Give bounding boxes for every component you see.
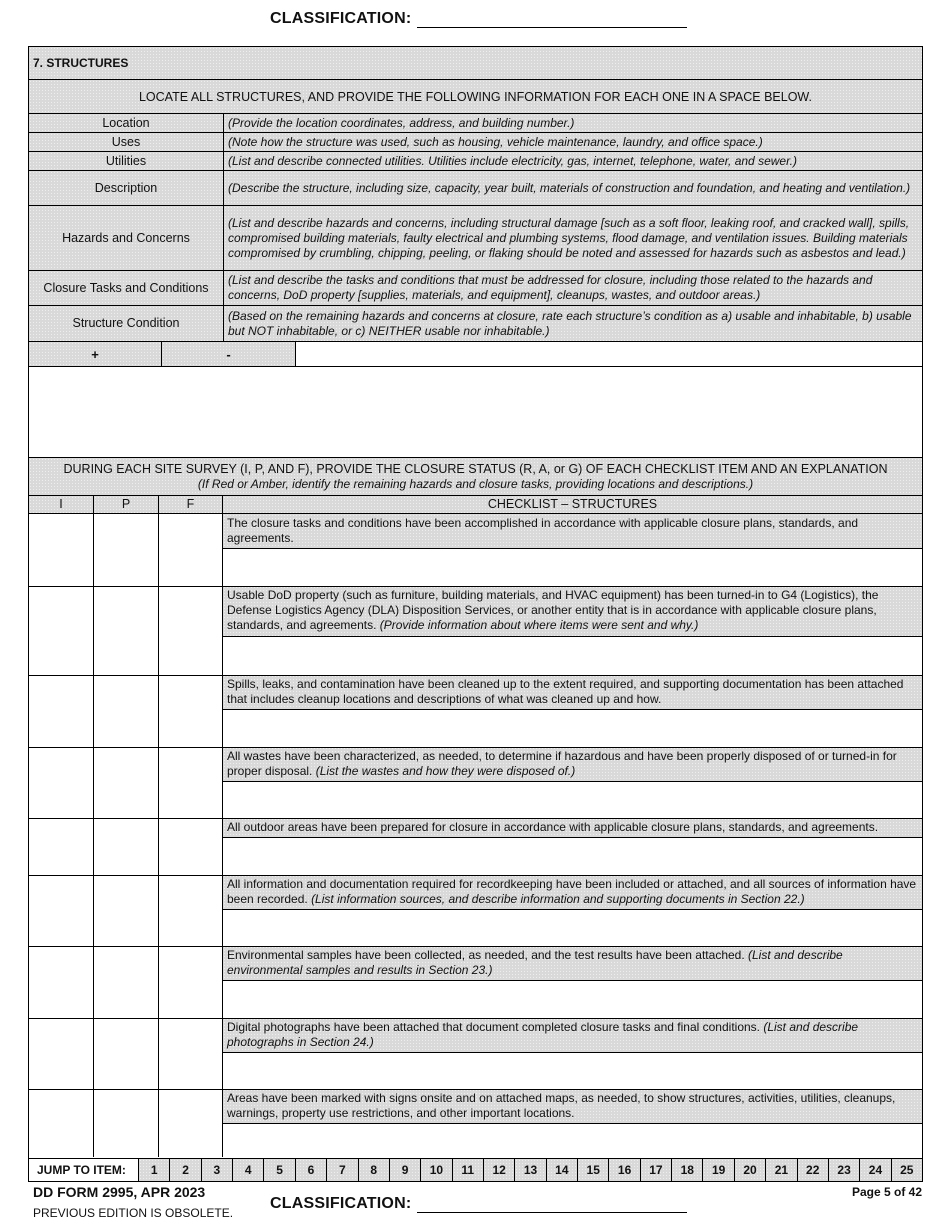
section-instruction: LOCATE ALL STRUCTURES, AND PROVIDE THE FOLLOWING INFORMATION FOR EACH ONE IN A SPACE BELOW.: [29, 80, 922, 114]
checklist-item-8: [223, 1018, 922, 1052]
column-header-i: I: [29, 496, 94, 514]
jump-label: JUMP TO ITEM:: [29, 1159, 139, 1181]
jump-item-21[interactable]: 21: [766, 1159, 797, 1181]
row-divider: [29, 675, 923, 676]
field-hint: (Describe the structure, including size, capacity, year built, materials of construction and foundation, and heating and ventilation.): [228, 180, 911, 195]
field-label: Closure Tasks and Conditions: [29, 271, 224, 305]
jump-item-2[interactable]: 2: [170, 1159, 201, 1181]
item-note: (List the wastes and how they were disposed of.): [315, 764, 576, 779]
item-note: (List information sources, and describe information and supporting documents in Section 22.): [311, 892, 805, 907]
explanation-field-7[interactable]: [223, 980, 922, 1018]
jump-item-24[interactable]: 24: [860, 1159, 891, 1181]
field-label: Structure Condition: [29, 306, 224, 341]
jump-item-12[interactable]: 12: [484, 1159, 515, 1181]
field-hint: (List and describe hazards and concerns, including structural damage [such as a soft floor, leaking roof, and cracked wall], spills, compromised building materials, faulty electrical and plumbing systems, flood damage, and ventilation issues. Building materials compromised by crumbling, chipping, peeling, or flaking should be noted and assessed for hazards such as asbestos and lead.): [228, 215, 910, 260]
field-row-description: [29, 171, 922, 206]
column-divider: [222, 514, 223, 1157]
jump-item-19[interactable]: 19: [703, 1159, 734, 1181]
column-header-checklist: CHECKLIST – STRUCTURES: [223, 496, 922, 514]
field-hint: (Note how the structure was used, such as housing, vehicle maintenance, laundry, and office space.): [228, 134, 763, 149]
classification-blank: [417, 1199, 687, 1213]
item-text: Spills, leaks, and contamination have been cleaned up to the extent required, and supporting documentation has been attached that includes cleanup locations and descriptions of what was cleaned up and how.: [227, 677, 904, 707]
explanation-field-4[interactable]: [223, 781, 922, 818]
field-hint: (Based on the remaining hazards and concerns at closure, rate each structure’s condition as a) usable and inhabitable, b) usable but NOT inhabitable, or c) NEITHER usable nor inhabitable.): [228, 308, 912, 338]
jump-item-1[interactable]: 1: [139, 1159, 170, 1181]
checklist-item-6: [223, 875, 922, 909]
jump-item-7[interactable]: 7: [327, 1159, 358, 1181]
jump-item-17[interactable]: 17: [641, 1159, 672, 1181]
structures-section: [28, 46, 923, 1182]
jump-item-5[interactable]: 5: [264, 1159, 295, 1181]
survey-instruction-text: DURING EACH SITE SURVEY (I, P, AND F), PROVIDE THE CLOSURE STATUS (R, A, or G) OF EACH CHECKLIST ITEM AND AN EXPLANATION: [63, 462, 888, 476]
field-row-utilities: [29, 152, 922, 171]
remove-structure-button[interactable]: -: [162, 342, 296, 366]
checklist-item-7: [223, 946, 922, 980]
explanation-field-3[interactable]: [223, 709, 922, 747]
item-text: Usable DoD property (such as furniture, building materials, and HVAC equipment) has been turned-in to G4 (Logistics), the Defense Logistics Agency (DLA) Disposition Services, or another entity that is in accordance with applicable closure plans, standards, and agreements.: [227, 588, 879, 633]
item-text: Areas have been marked with signs onsite and on attached maps, as needed, to show structures, activities, utilities, cleanups, warnings, property use restrictions, and other important locations.: [227, 1091, 896, 1121]
classification-footer: [270, 1195, 687, 1213]
jump-item-13[interactable]: 13: [515, 1159, 546, 1181]
explanation-field-5[interactable]: [223, 837, 922, 875]
survey-subinstruction: (If Red or Amber, identify the remaining hazards and closure tasks, providing locations and descriptions.): [197, 477, 754, 491]
field-row-structure-condition: [29, 306, 922, 342]
row-divider: [29, 875, 923, 876]
field-label: Location: [29, 114, 224, 132]
item-text: Environmental samples have been collected, as needed, and the test results have been attached.: [227, 948, 749, 962]
jump-item-25[interactable]: 25: [892, 1159, 922, 1181]
field-row-closure-tasks: [29, 271, 922, 306]
jump-item-18[interactable]: 18: [672, 1159, 703, 1181]
row-divider: [29, 586, 223, 587]
column-header-p: P: [94, 496, 159, 514]
field-label: Hazards and Concerns: [29, 206, 224, 270]
checklist-item-2: [223, 586, 922, 636]
jump-item-10[interactable]: 10: [421, 1159, 452, 1181]
jump-item-22[interactable]: 22: [798, 1159, 829, 1181]
item-text: All wastes have been characterized, as needed, to determine if hazardous and have been properly disposed of or turned-in for proper disposal.: [227, 749, 897, 779]
survey-instruction: [29, 458, 922, 496]
jump-item-14[interactable]: 14: [547, 1159, 578, 1181]
jump-item-23[interactable]: 23: [829, 1159, 860, 1181]
field-row-uses: [29, 133, 922, 152]
classification-header: [270, 10, 687, 28]
jump-item-9[interactable]: 9: [390, 1159, 421, 1181]
checklist-item-4: [223, 747, 922, 781]
item-text: All information and documentation required for recordkeeping have been included or attached, and all sources of information have been recorded.: [227, 877, 917, 907]
checklist-item-5: [223, 818, 922, 837]
classification-blank: [417, 14, 687, 28]
item-text: The closure tasks and conditions have been accomplished in accordance with applicable closure plans, standards, and agreements.: [227, 516, 859, 546]
jump-item-8[interactable]: 8: [359, 1159, 390, 1181]
jump-item-11[interactable]: 11: [453, 1159, 484, 1181]
item-note: (Provide information about where items were sent and why.): [379, 618, 699, 633]
obsolete-notice: PREVIOUS EDITION IS OBSOLETE.: [33, 1206, 234, 1220]
explanation-field-8[interactable]: [223, 1052, 922, 1089]
form-id: DD FORM 2995, APR 2023: [33, 1184, 206, 1200]
field-label: Uses: [29, 133, 224, 151]
jump-to-item-bar: [28, 1158, 923, 1182]
checklist-item-9: [223, 1089, 922, 1123]
row-divider: [29, 1089, 923, 1090]
column-divider: [93, 514, 94, 1157]
row-divider: [29, 1018, 923, 1019]
row-divider: [29, 747, 923, 748]
field-row-hazards: [29, 206, 922, 271]
jump-item-3[interactable]: 3: [202, 1159, 233, 1181]
column-header-f: F: [159, 496, 223, 514]
field-hint: (Provide the location coordinates, address, and building number.): [228, 115, 575, 130]
structure-entry-area[interactable]: [29, 366, 922, 458]
jump-item-16[interactable]: 16: [609, 1159, 640, 1181]
jump-item-4[interactable]: 4: [233, 1159, 264, 1181]
classification-label: CLASSIFICATION:: [270, 1195, 412, 1212]
row-divider: [29, 946, 923, 947]
row-divider: [29, 818, 923, 819]
classification-label: CLASSIFICATION:: [270, 10, 412, 27]
add-structure-button[interactable]: +: [29, 342, 162, 366]
item-note: (List and describe environmental samples and results in Section 23.): [227, 948, 843, 978]
checklist-item-1: [223, 514, 922, 548]
explanation-field-6[interactable]: [223, 909, 922, 946]
field-label: Description: [29, 171, 224, 205]
jump-item-6[interactable]: 6: [296, 1159, 327, 1181]
field-row-location: [29, 114, 922, 133]
field-hint: (List and describe the tasks and conditions that must be addressed for closure, including those related to the hazards and concerns, DoD property [supplies, materials, and equipment], cleanups, wastes, and outdoor areas.): [228, 273, 873, 302]
jump-item-15[interactable]: 15: [578, 1159, 609, 1181]
checklist-item-3: [223, 675, 922, 709]
field-hint: (List and describe connected utilities. Utilities include electricity, gas, internet, telephone, water, and sewer.): [228, 153, 797, 168]
column-divider: [158, 514, 159, 1157]
explanation-field-1[interactable]: [223, 548, 922, 586]
explanation-field-9[interactable]: [223, 1123, 922, 1157]
row-divider: [223, 586, 923, 587]
field-label: Utilities: [29, 152, 224, 170]
section-title: 7. STRUCTURES: [29, 47, 922, 80]
item-note: (List and describe photographs in Section 24.): [227, 1020, 859, 1050]
item-text: All outdoor areas have been prepared for closure in accordance with applicable closure plans, standards, and agreements.: [227, 820, 879, 834]
jump-item-20[interactable]: 20: [735, 1159, 766, 1181]
item-text: Digital photographs have been attached that document completed closure tasks and final conditions.: [227, 1020, 764, 1034]
explanation-field-2[interactable]: [223, 636, 922, 675]
page-number: Page 5 of 42: [851, 1185, 922, 1199]
